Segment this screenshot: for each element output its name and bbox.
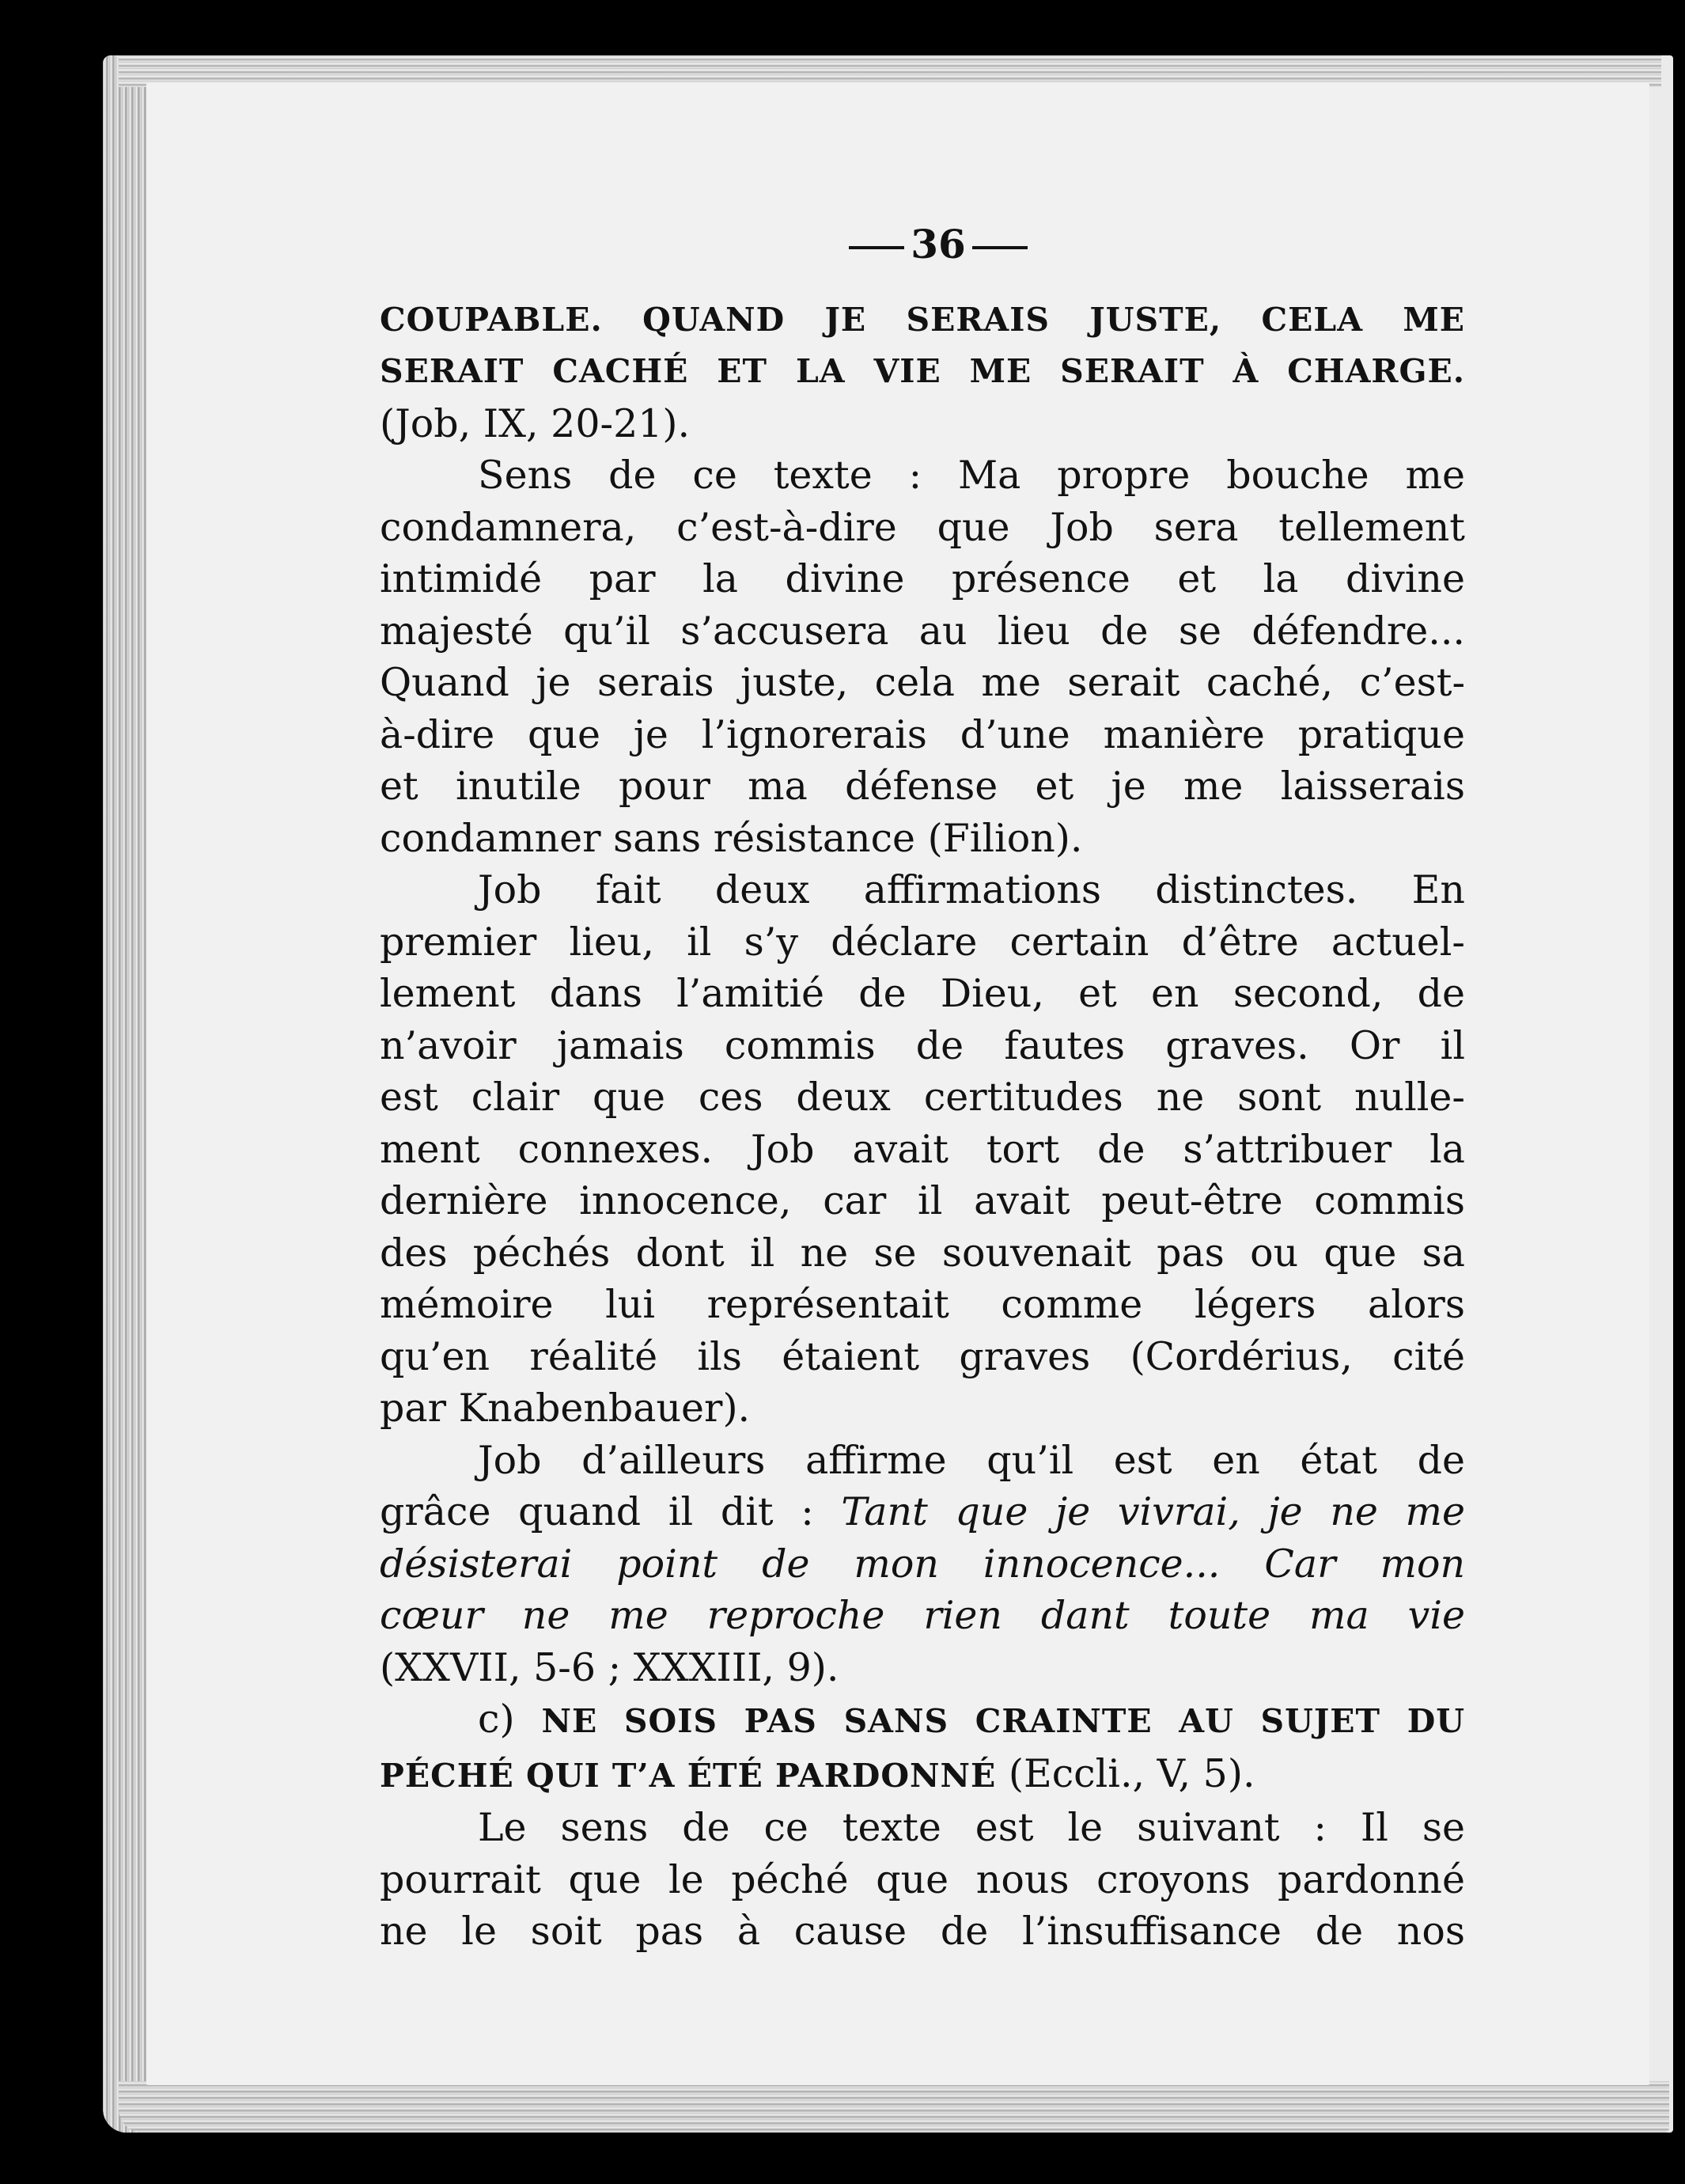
text-line: (XXVII, 5-6 ; XXXIII, 9).	[380, 1644, 839, 1690]
text-line: condamnera, c’est-à-dire que Job sera tellement	[380, 504, 1465, 550]
text-line: (Job, IX, 20-21).	[380, 400, 691, 446]
text-line: qu’en réalité ils étaient graves (Cordérius, cité	[380, 1333, 1465, 1379]
text-line: Le sens de ce texte est le suivant : Il se	[478, 1805, 1465, 1850]
text-line: mémoire lui représentait comme légers alors	[380, 1282, 1465, 1327]
text-line: par Knabenbauer).	[380, 1386, 751, 1431]
text-line: COUPABLE. QUAND JE SERAIS JUSTE, CELA ME	[380, 300, 1465, 339]
text-line: Sens de ce texte : Ma propre bouche me	[478, 453, 1465, 498]
text-line: c) NE SOIS PAS SANS CRAINTE AU SUJET DU	[478, 1697, 1465, 1742]
page-edges-bottom	[119, 2081, 1669, 2133]
text-line: premier lieu, il s’y déclare certain d’être actuel-	[380, 919, 1465, 965]
text-line: désisterai point de mon innocence... Car mon	[380, 1541, 1465, 1587]
text-line: intimidé par la divine présence et la divine	[380, 556, 1465, 601]
text-line: des péchés dont il ne se souvenait pas ou que sa	[380, 1230, 1465, 1276]
text-line: et inutile pour ma défense et je me laisserais	[380, 764, 1465, 809]
text-line: lement dans l’amitié de Dieu, et en second, de	[380, 971, 1465, 1016]
text-line: grâce quand il dit : Tant que je vivrai, je ne me	[380, 1489, 1465, 1534]
text-line: à-dire que je l’ignorerais d’une manière pratique	[380, 711, 1465, 757]
text-line: ment connexes. Job avait tort de s’attribuer la	[380, 1126, 1465, 1172]
text-line: majesté qu’il s’accusera au lieu de se défendre...	[380, 608, 1465, 654]
text-line: est clair que ces deux certitudes ne sont nulle-	[380, 1075, 1465, 1120]
text-line: cœur ne me reproche rien dant toute ma vie	[380, 1593, 1465, 1638]
page-edges-left	[103, 55, 150, 2133]
text-line: Job fait deux affirmations distinctes. En	[478, 867, 1465, 912]
text-line: condamner sans résistance (Filion).	[380, 815, 1083, 861]
text-line: ne le soit pas à cause de l’insuffisance de nos	[380, 1909, 1465, 1954]
page-edges-top	[119, 55, 1661, 87]
page-text	[380, 218, 1465, 1958]
dash-left	[849, 246, 904, 249]
text-line: Job d’ailleurs affirme qu’il est en état de	[478, 1437, 1465, 1483]
text-line: SERAIT CACHÉ ET LA VIE ME SERAIT À CHARGE.	[380, 352, 1465, 390]
page-number	[411, 218, 1465, 271]
page-number-value: 36	[911, 221, 966, 267]
text-line: Quand je serais juste, cela me serait caché, c’est-	[380, 660, 1465, 705]
text-lines	[380, 294, 1465, 1487]
text-line: pourrait que le péché que nous croyons pardonné	[380, 1856, 1465, 1902]
dash-right	[972, 246, 1028, 249]
text-line: dernière innocence, car il avait peut-être commis	[380, 1178, 1465, 1223]
text-line: PÉCHÉ QUI T’A ÉTÉ PARDONNÉ (Eccli., V, 5).	[380, 1750, 1255, 1796]
text-line: n’avoir jamais commis de fautes graves. Or il	[380, 1022, 1465, 1068]
